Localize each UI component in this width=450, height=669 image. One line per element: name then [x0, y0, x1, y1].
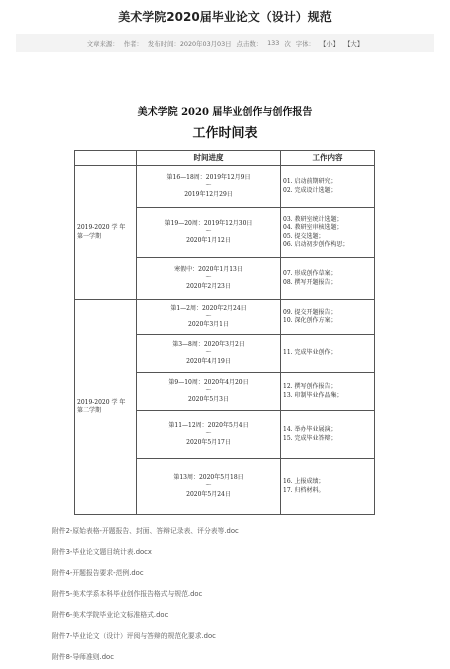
attachment-link[interactable]: 附件2-原始表格-开题报告、封面、答辩记录表、评分表等.doc: [52, 527, 239, 535]
document-subtitle: 工作时间表: [192, 126, 258, 141]
tasks-cell: 03. 教研室统计选题； 04. 教研室审核选题； 05. 提交选题； 06. 启动初步创作构思；: [281, 208, 375, 258]
meta-author: 作者：: [123, 39, 143, 48]
attachment-list: [52, 521, 442, 668]
font-large-button[interactable]: 【大】: [344, 39, 364, 48]
period-cell: 第9—10周：2020年4月20日 ～ 2020年5月3日: [137, 373, 281, 411]
attachment-link[interactable]: 附件6-美术学院毕业论文标准格式.doc: [52, 611, 169, 619]
period-cell: 第1—2周：2020年2月24日 ～ 2020年3月1日: [137, 300, 281, 335]
article-meta-bar: [16, 34, 434, 52]
attachment-link[interactable]: 附件3-毕业论文题目统计表.docx: [52, 548, 152, 556]
meta-source: 文章来源：: [86, 39, 119, 48]
meta-hits-label: 点击数：: [236, 39, 263, 48]
meta-font-label: 字体：: [295, 39, 315, 48]
period-cell: 第3—8周：2020年3月2日 ～ 2020年4月19日: [137, 335, 281, 373]
page-title: 美术学院2020届毕业论文（设计）规范: [118, 10, 332, 24]
period-cell: 第16—18周：2019年12月9日 ～ 2019年12月29日: [137, 166, 281, 208]
attachment-link[interactable]: 附件4-开题报告要求-范例.doc: [52, 569, 144, 577]
term-cell-first: 2019-2020 学 年 第一学期: [75, 166, 137, 300]
attachment-link[interactable]: 附件7-毕业论文（设计）评阅与答辩的规范化要求.doc: [52, 632, 216, 640]
tasks-cell: 16. 上报成绩； 17. 归档材料。: [281, 459, 375, 515]
period-cell: 寒假中：2020年1月13日 ～ 2020年2月23日: [137, 258, 281, 300]
attachment-link[interactable]: 附件8-导师准则.doc: [52, 653, 114, 661]
header-tasks: 工作内容: [281, 151, 375, 166]
meta-published: 发布时间：2020年03月03日: [147, 39, 232, 48]
document-title: 美术学院 2020 届毕业创作与创作报告: [137, 107, 313, 118]
tasks-cell: 01. 启动前期研究； 02. 完成设计选题；: [281, 166, 375, 208]
tasks-cell: 12. 撰写创作报告； 13. 印制毕业作品集；: [281, 373, 375, 411]
tasks-cell: 11. 完成毕业创作；: [281, 335, 375, 373]
term-cell-second: 2019-2020 学 年 第二学期: [75, 300, 137, 515]
tasks-cell: 14. 举办毕业展演； 15. 完成毕业答辩；: [281, 411, 375, 459]
tasks-cell: 07. 形成创作草案； 08. 撰写开题报告；: [281, 258, 375, 300]
period-cell: 第19—20周：2019年12月30日 ～ 2020年1月12日: [137, 208, 281, 258]
period-cell: 第13周：2020年5月18日 ～ 2020年5月24日: [137, 459, 281, 515]
schedule-table: [74, 150, 375, 515]
table-row: [75, 166, 375, 208]
meta-hits-count: 133: [267, 39, 280, 47]
header-term: [75, 151, 137, 166]
header-schedule: 时间进度: [137, 151, 281, 166]
attachment-link[interactable]: 附件5-美术学系本科毕业创作报告格式与规范.doc: [52, 590, 203, 598]
meta-hits-unit: 次: [284, 39, 291, 48]
table-header-row: [75, 151, 375, 166]
font-small-button[interactable]: 【小】: [319, 39, 340, 48]
table-row: [75, 300, 375, 335]
tasks-cell: 09. 提交开题报告； 10. 深化创作方案；: [281, 300, 375, 335]
period-cell: 第11—12周：2020年5月4日 ～ 2020年5月17日: [137, 411, 281, 459]
